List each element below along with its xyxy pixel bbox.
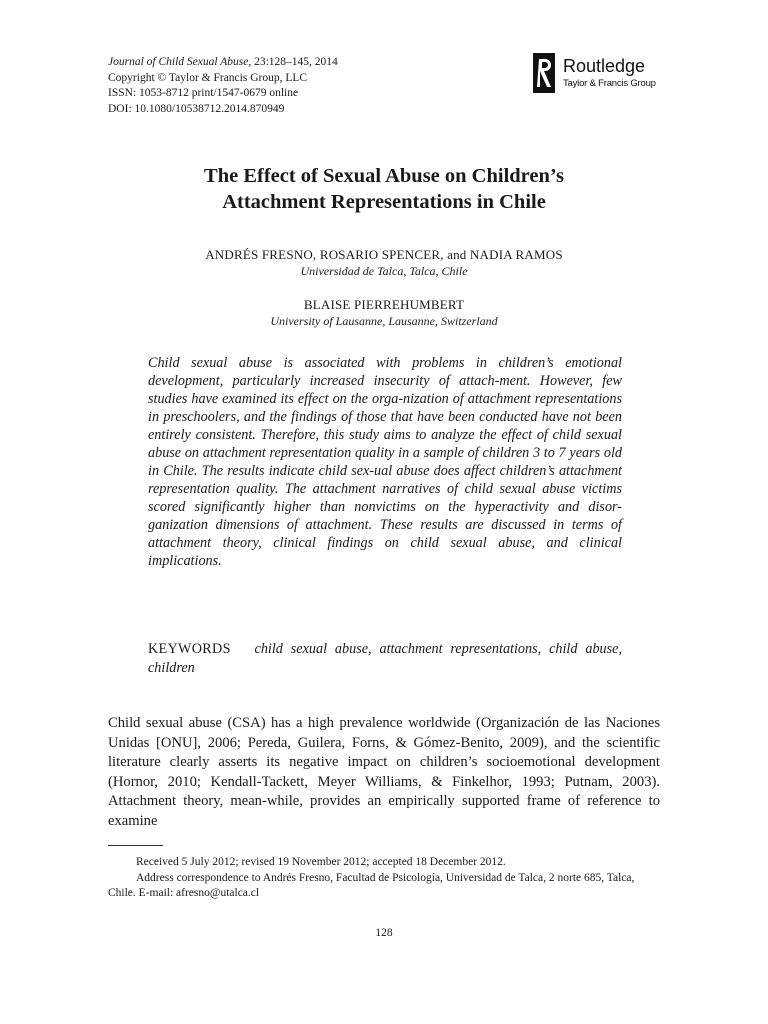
issn-line: ISSN: 1053-8712 print/1547-0679 online	[108, 87, 299, 99]
author-names-2: BLAISE PIERREHUMBERT	[303, 297, 465, 312]
affiliation-2: University of Lausanne, Lausanne, Switzerland	[270, 314, 498, 328]
doi-line: DOI: 10.1080/10538712.2014.870949	[108, 102, 285, 115]
title-line-1: The Effect of Sexual Abuse on Children’s	[204, 165, 564, 187]
abstract-text: Child sexual abuse is associated with problems in children’s emotional development, particularly increased insecurity of attach-ment. However, few studies have examined its effect on the orga-nization of attachment representations in preschoolers, and the findings of those that have been conducted have not been entirely consistent. Therefore, this study aims to analyze the effect of child sexual abuse on attachment representation quality in a sample of children 3 to 7 years old in Chile. The results indicate child sex-ual abuse does affect children’s attachment representation quality. The attachment narratives of child sexual abuse victims scored significantly higher than nonvictims on the hyperactivity and disor-ganization dimensions of attachment. These results are discussed in terms of attachment theory, clinical findings on child sexual abuse, and clinical implications.	[148, 355, 622, 569]
routledge-r-icon	[533, 53, 555, 93]
journal-name: Journal of Child Sexual Abuse	[108, 56, 249, 68]
footnote-correspondence: Address correspondence to Andrés Fresno, Facultad de Psicología, Universidad de Talca, 2 norte 685, Talca, Chile. E-mail: afresno@utalca.cl	[108, 871, 635, 899]
keywords-list: child sexual abuse, attachment representations, child abuse, children	[148, 641, 623, 676]
page-number: 128	[375, 927, 393, 939]
footnotes	[108, 855, 660, 902]
keywords-block	[148, 640, 622, 678]
affiliation-1: Universidad de Talca, Talca, Chile	[300, 264, 468, 278]
journal-metadata	[108, 55, 338, 117]
footnote-received: Received 5 July 2012; revised 19 November 2012; accepted 18 December 2012.	[136, 856, 506, 868]
journal-citation	[108, 55, 338, 71]
journal-issue: , 23:128–145, 2014	[248, 56, 338, 68]
copyright-line: Copyright © Taylor & Francis Group, LLC	[108, 71, 308, 84]
author-block-1	[108, 247, 660, 279]
publisher-group: Taylor & Francis Group	[563, 78, 656, 89]
abstract	[148, 354, 622, 570]
article-title	[108, 163, 660, 215]
publisher-name: Routledge	[563, 56, 646, 76]
publisher-logo	[533, 53, 663, 97]
body-paragraph: Child sexual abuse (CSA) has a high prevalence worldwide (Organización de las Naciones Unidas [ONU], 2006; Pereda, Guilera, Forns, & Gómez-Benito, 2009), and the scientific literature clearly asserts its negative impact on children’s socioemotional development (Hornor, 2010; Kendall-Tackett, Meyer Williams, & Finkelhor, 1993; Putnam, 2003). Attachment theory, mean-while, provides an empirically supported frame of reference to examine	[108, 715, 660, 829]
footnote-divider	[108, 845, 163, 846]
title-line-2: Attachment Representations in Chile	[222, 191, 546, 213]
keywords-label: KEYWORDS	[148, 641, 231, 657]
author-names-1: ANDRÉS FRESNO, ROSARIO SPENCER, and NADIA RAMOS	[205, 247, 563, 262]
author-block-2	[108, 297, 660, 329]
